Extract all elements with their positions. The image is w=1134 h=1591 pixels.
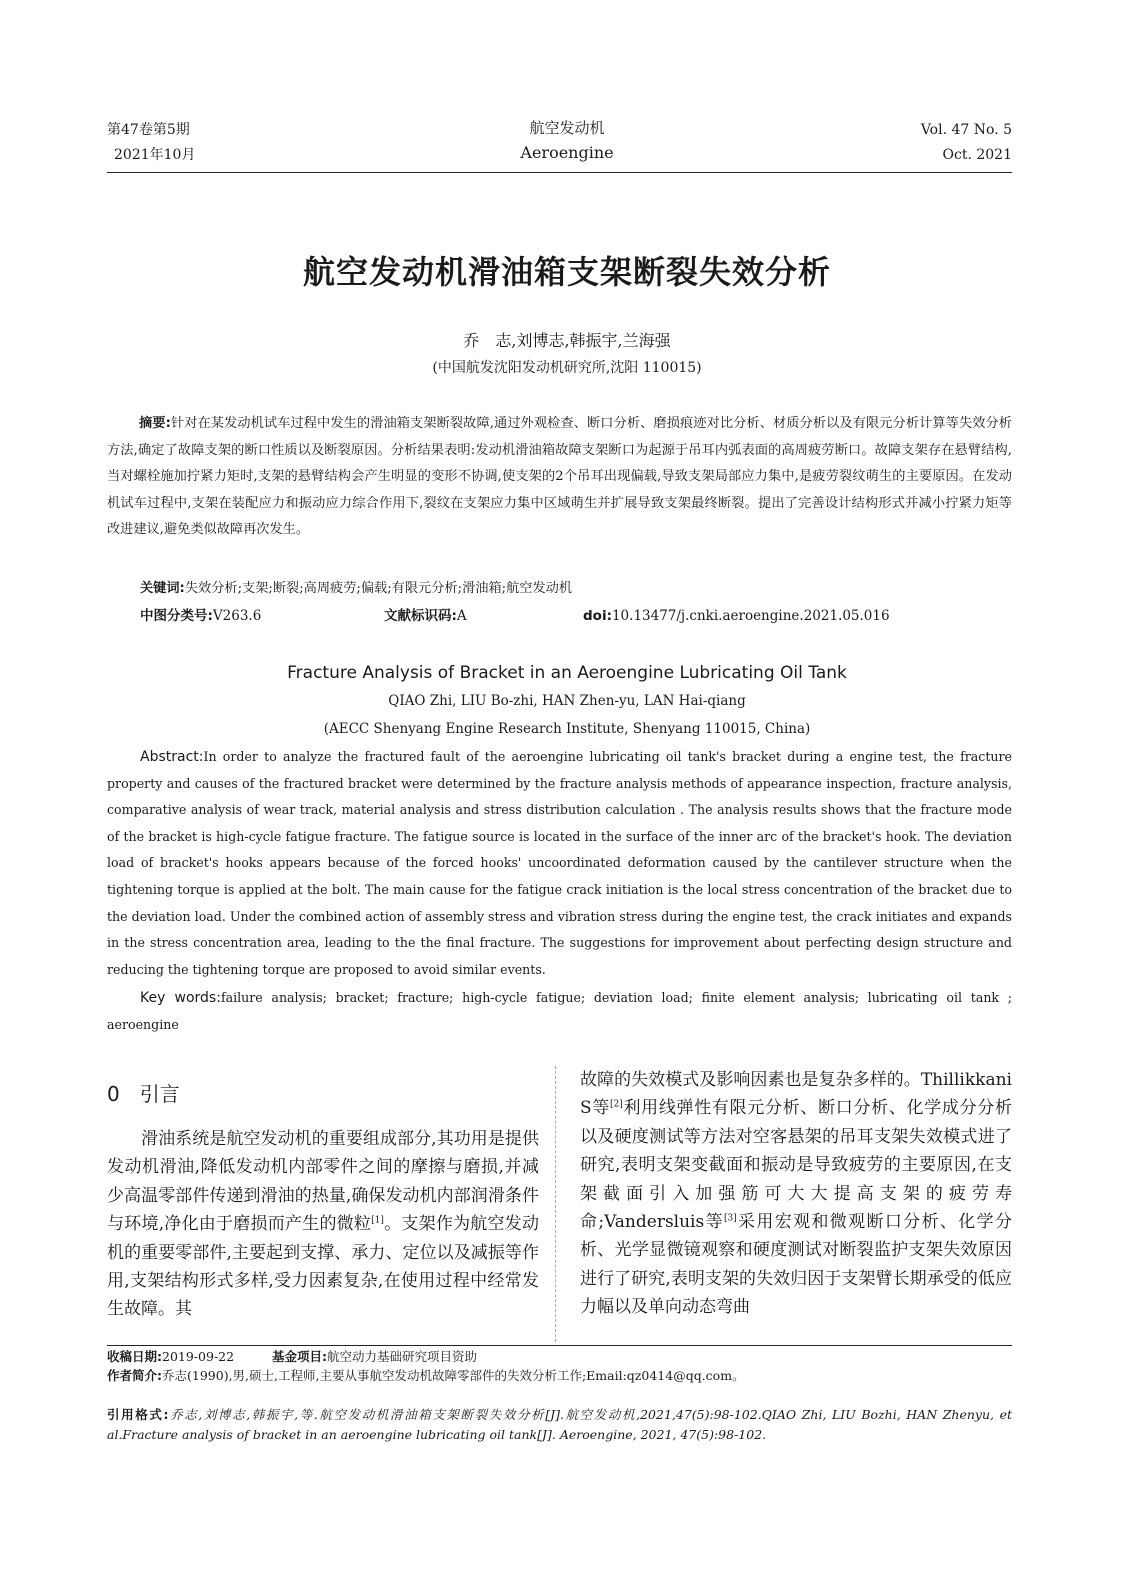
journal-date-en: Oct. 2021 — [942, 147, 1012, 163]
journal-date: 2021年10月 — [114, 147, 196, 163]
right-text-part2: 利用线弹性有限元分析、断口分析、化学成分分析以及硬度测试等方法对空客悬架的吊耳支架失效模式进了研究,表明支架变截面和振动是导致疲劳的主要原因,在支架截面引入加强筋可大大提高支架的疲劳寿命;Vandersluis等 — [580, 1098, 1012, 1233]
right-text-part1: 故障的失效模式及影响因素也是复杂多样的。Thillikkani S等 — [580, 1070, 1012, 1119]
keywords-cn-label: 关键词: — [140, 581, 185, 596]
journal-vol-en: Vol. 47 No. 5 — [920, 122, 1012, 138]
author-value: 乔志(1990),男,硕士,工程师,主要从事航空发动机故障零部件的失效分析工作;Email:qz0414@qq.com。 — [162, 1368, 745, 1383]
keywords-en-text: failure analysis; bracket; fracture; high-cycle fatigue; deviation load; finite element analysis; lubricating oil tank ; aeroengine — [107, 990, 1012, 1032]
footnote-rule — [107, 1345, 1012, 1346]
received-label: 收稿日期: — [107, 1349, 162, 1364]
doc-code-value: A — [456, 608, 467, 624]
abstract-cn — [107, 411, 1012, 544]
doi-row — [583, 605, 890, 627]
citation-format — [107, 1405, 1012, 1445]
paper-title-en: Fracture Analysis of Bracket in an Aeroengine Lubricating Oil Tank — [287, 663, 847, 683]
clc-value: V263.6 — [212, 608, 262, 624]
fund-value: 航空动力基础研究项目资助 — [327, 1349, 478, 1364]
journal-name-en: Aeroengine — [520, 143, 614, 162]
column-divider — [555, 1066, 556, 1342]
citation-text: 乔志,刘博志,韩振宇,等.航空发动机滑油箱支架断裂失效分析[J].航空发动机,2021,47(5):98-102.QIAO Zhi, LIU Bozhi, HAN Zhenyu, et al.Fracture analysis of bracket in an aeroengine lubricating oil tank[J]. Aeroengine, 2021, 47(5):98-102. — [107, 1407, 1012, 1442]
doi-label: doi: — [583, 608, 612, 624]
author-label: 作者简介: — [107, 1368, 162, 1383]
authors-cn: 乔 志,刘博志,韩振宇,兰海强 — [463, 331, 671, 350]
authors-en: QIAO Zhi, LIU Bo-zhi, HAN Zhen-yu, LAN Hai-qiang — [388, 693, 746, 709]
reference-3: [3] — [723, 1213, 737, 1224]
body-right-column — [580, 1066, 1012, 1322]
reference-1: [1] — [371, 1215, 384, 1226]
abstract-en-label: Abstract: — [140, 749, 204, 765]
keywords-cn-text: 失效分析;支架;断裂;高周疲劳;偏载;有限元分析;滑油箱;航空发动机 — [184, 581, 573, 596]
paper-title-cn: 航空发动机滑油箱支架断裂失效分析 — [302, 253, 831, 291]
footnote-author — [107, 1366, 1012, 1386]
intro-paragraph-part1: 滑油系统是航空发动机的重要组成部分,其功用是提供发动机滑油,降低发动机内部零件之间的摩擦与磨损,并减少高温零部件传递到滑油的热量,确保发动机内部润滑条件与环境,净化由于磨损而产生的微粒 — [107, 1129, 539, 1235]
section-heading-introduction: 0 引言 — [107, 1082, 180, 1106]
received-value: 2019-09-22 — [162, 1349, 235, 1364]
body-left-column — [107, 1125, 539, 1324]
doc-code-row — [384, 605, 467, 627]
footnote-received — [107, 1347, 1012, 1367]
journal-volume-issue: 第47卷第5期 — [107, 122, 190, 138]
intro-paragraph-part2: 。支架作为航空发动机的重要零部件,主要起到支撑、承力、定位以及减振等作用,支架结构形式多样,受力因素复杂,在使用过程中经常发生故障。其 — [107, 1214, 540, 1320]
classification-row — [140, 605, 261, 627]
abstract-cn-label: 摘要: — [139, 416, 171, 431]
doc-code-label: 文献标识码: — [384, 608, 457, 624]
reference-2: [2] — [610, 1099, 623, 1110]
abstract-cn-text: 针对在某发动机试车过程中发生的滑油箱支架断裂故障,通过外观检查、断口分析、磨损痕迹对比分析、材质分析以及有限元分析计算等失效分析方法,确定了故障支架的断口性质以及断裂原因。分析结果表明:发动机滑油箱故障支架断口为起源于吊耳内弧表面的高周疲劳断口。故障支架存在悬臂结构,当对螺栓施加拧紧力矩时,支架的悬臂结构会产生明显的变形不协调,使支架的2个吊耳出现偏载,导致支架局部应力集中,是疲劳裂纹萌生的主要原因。在发动机试车过程中,支架在装配应力和振动应力综合作用下,裂纹在支架应力集中区域萌生并扩展导致支架最终断裂。提出了完善设计结构形式并减小拧紧力矩等改进建议,避免类似故障再次发生。 — [107, 416, 1012, 538]
keywords-en — [107, 985, 1012, 1038]
abstract-en-text: In order to analyze the fractured fault of the aeroengine lubricating oil tank's bracket during a engine test, the fracture property and causes of the fractured bracket were determined by the fracture analysis methods of appearance inspection, fracture analysis, comparative analysis of wear track, material analysis and stress distribution calculation . The analysis results shows that the fracture mode of the bracket is high-cycle fatigue fracture. The fatigue source is located in the surface of the inner arc of the bracket's hook. The deviation load of bracket's hooks appears because of the forced hooks' uncoordinated deformation caused by the cantilever structure when the tightening torque is applied at the bolt. The main cause for the fatigue crack initiation is the local stress concentration of the bracket due to the deviation load. Under the combined action of assembly stress and vibration stress during the engine test, the crack initiates and expands in the stress concentration area, leading to the the final fracture. The suggestions for improvement about perfecting design structure and reducing the tightening torque are proposed to avoid similar events. — [107, 749, 1012, 977]
keywords-en-label: Key words: — [140, 990, 221, 1006]
affiliation-cn: (中国航发沈阳发动机研究所,沈阳 110015) — [432, 360, 702, 376]
journal-name-cn: 航空发动机 — [529, 119, 605, 137]
clc-label: 中图分类号: — [140, 608, 213, 624]
doi-value: 10.13477/j.cnki.aeroengine.2021.05.016 — [611, 608, 890, 624]
affiliation-en: (AECC Shenyang Engine Research Institute, Shenyang 110015, China) — [323, 721, 811, 737]
right-text-part3: 采用宏观和微观断口分析、化学分析、光学显微镜观察和硬度测试对断裂监护支架失效原因进行了研究,表明支架的失效归因于支架臂长期承受的低应力幅以及单向动态弯曲 — [580, 1212, 1012, 1318]
header-rule — [107, 172, 1012, 173]
keywords-cn — [140, 576, 1012, 603]
fund-label: 基金项目: — [272, 1349, 328, 1364]
abstract-en — [107, 744, 1012, 983]
citation-label: 引用格式: — [107, 1407, 169, 1422]
